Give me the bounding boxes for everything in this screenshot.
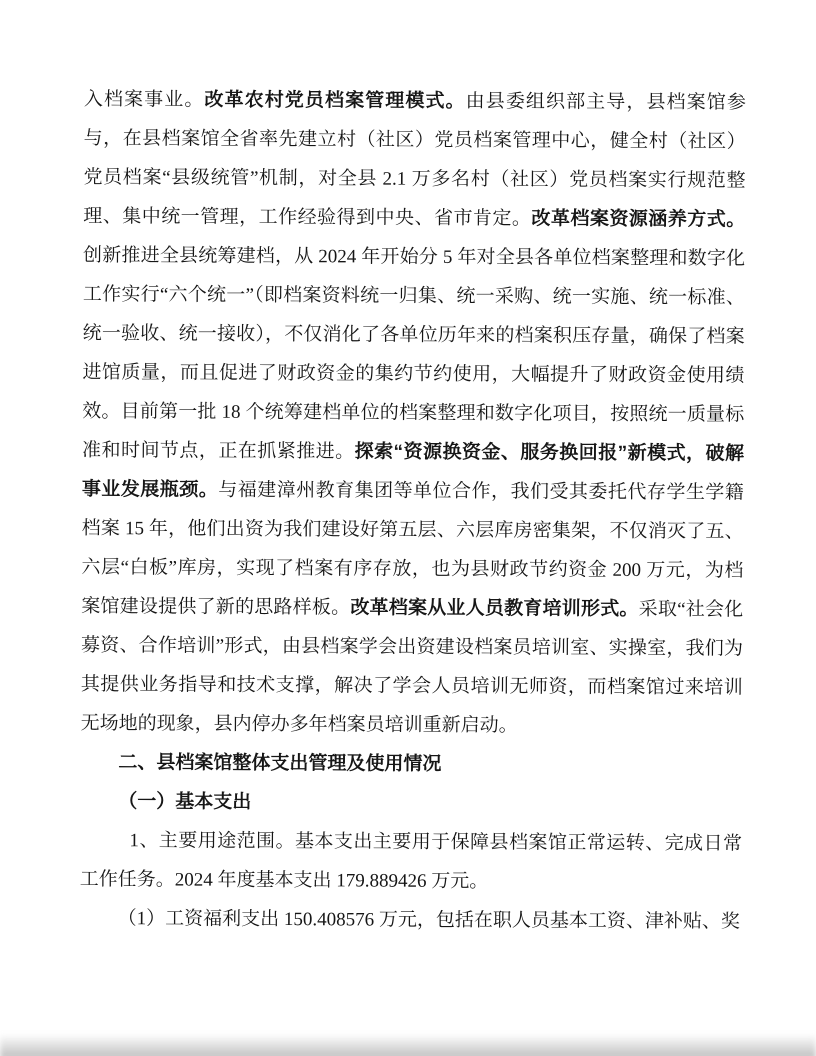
text-run: 采取“社会化募资、合作培训”形式，由县档案学会出资建设档案员培训室、实操室，我们为其提供业务指导和技术支撑，解决了学会人员培训无师资，而档案馆过来培训无场地的现象，县内停办多年档案员培训重新启动。	[80, 598, 744, 737]
text-run: 创新推进全县统筹建档，从 2024 年开始分 5 年对全县各单位档案整理和数字化工作实行“六个统一”（即档案资料统一归集、统一采购、统一实施、统一标准、统一验收、统一接收），不仅消化了各单位历年来的档案积压存量，确保了档案进馆质量，而且促进了财政资金的集约节约使用，大幅提升了财政资金使用绩效。目前第一批 18 个统筹建档单位的档案整理和数字化项目，按照统一质量标准和时间节点，正在抓紧推进。	[82, 244, 746, 463]
text-run: 由县委组织部主导，县档案馆参与，在县档案馆全省率先建立村（社区）党员档案管理中心，健全村（社区）党员档案“县级统管”机制，对全县 2.1 万多名村（社区）党员档案实行规范整理、集中统一管理，工作经验得到中央、省市肯定。	[83, 90, 746, 230]
paragraph	[80, 821, 742, 902]
text-run: （1）工资福利支出 150.408576 万元，包括在职人员基本工资、津补贴、奖	[117, 908, 740, 933]
bold-run: 改革档案从业人员教育培训形式。	[350, 597, 639, 620]
bold-run: 改革农村党员档案管理模式。	[204, 89, 466, 112]
text-run: 入档案事业。	[83, 88, 205, 111]
text-run: 与福建漳州教育集团等单位合作，我们受其委托代存学生学籍档案 15 年，他们出资为我们建设好第五层、六层库房密集架，不仅消灭了五、六层“白板”库房，实现了档案有序存放，也为县财政节约资金 200 万元，为档案馆建设提供了新的思路样板。	[81, 479, 744, 619]
paragraph	[81, 80, 746, 746]
bold-run: 二、县档案馆整体支出管理及使用情况	[118, 752, 442, 775]
scan-shadow-bottom	[0, 1034, 816, 1056]
paragraph	[80, 899, 742, 941]
bold-run: 改革档案资源涵养方式。	[531, 208, 746, 231]
bold-run: （一）基本支出	[118, 791, 252, 813]
heading	[80, 782, 742, 824]
heading	[80, 743, 742, 785]
document-body	[80, 80, 746, 941]
bold-run: 探索“资源换资金、服务换回报”新模式，破解事业发展瓶颈。	[81, 441, 745, 501]
text-run: 1、主要用途范围。基本支出主要用于保障县档案馆正常运转、完成日常工作任务。2024 年度基本支出 179.889426 万元。	[79, 830, 743, 893]
